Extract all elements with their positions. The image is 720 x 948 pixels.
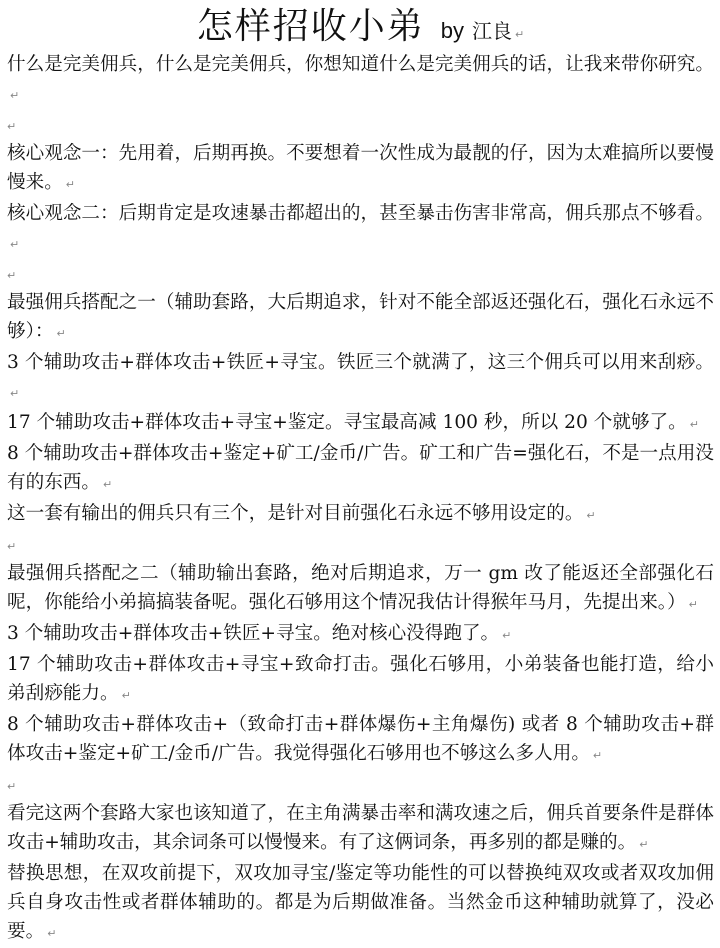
paragraph bbox=[7, 499, 714, 530]
paragraph-text: 最强佣兵搭配之一（辅助套路，大后期追求，针对不能全部返还强化石，强化石永远不够）： bbox=[7, 292, 714, 342]
paragraph-mark: ↵ bbox=[639, 838, 649, 851]
paragraph-text: 什么是完美佣兵，什么是完美佣兵，你想知道什么是完美佣兵的话，让我来带你研究。 bbox=[7, 54, 714, 75]
paragraph bbox=[7, 559, 714, 619]
paragraph-text: 3 个辅助攻击+群体攻击+铁匠+寻宝。铁匠三个就满了，这三个佣兵可以用来刮痧。 bbox=[7, 352, 714, 373]
document-title: 怎样招收小弟 bbox=[196, 6, 425, 47]
paragraph-mark: ↵ bbox=[7, 780, 17, 793]
paragraph bbox=[7, 859, 714, 948]
paragraph-mark: ↵ bbox=[592, 749, 603, 762]
paragraph-mark: ↵ bbox=[502, 629, 512, 642]
paragraph-text: 看完这两个套路大家也该知道了，在主角满暴击率和满攻速之后，佣兵首要条件是群体攻击+辅助攻击，其余词条可以慢慢来。有了这俩词条，再多别的都是赚的。 bbox=[7, 803, 714, 853]
blank-paragraph bbox=[7, 530, 714, 559]
paragraph-mark: ↵ bbox=[121, 689, 131, 702]
paragraph-mark: ↵ bbox=[689, 418, 699, 431]
paragraph bbox=[7, 408, 714, 439]
document-author: 江良 bbox=[472, 19, 513, 43]
paragraph-mark: ↵ bbox=[56, 327, 66, 340]
paragraph-mark: ↵ bbox=[515, 28, 525, 41]
paragraph bbox=[7, 288, 714, 348]
title-by-label: by bbox=[440, 18, 465, 43]
paragraph-mark: ↵ bbox=[102, 478, 113, 491]
title-row bbox=[7, 4, 714, 50]
paragraph-mark: ↵ bbox=[10, 238, 20, 251]
paragraph bbox=[7, 199, 714, 259]
paragraph-text: 替换思想，在双攻前提下，双攻加寻宝/鉴定等功能性的可以替换纯双攻或者双攻加佣兵自身攻击性或者群体辅助的。都是为后期做准备。当然金币这种辅助就算了，没必要。 bbox=[7, 863, 714, 942]
paragraph-text: 3 个辅助攻击+群体攻击+铁匠+寻宝。绝对核心没得跑了。 bbox=[7, 623, 500, 644]
paragraph-mark: ↵ bbox=[7, 269, 17, 282]
paragraph bbox=[7, 50, 714, 110]
paragraph bbox=[7, 710, 714, 770]
paragraph-text: 核心观念一：先用着，后期再换。不要想着一次性成为最靓的仔，因为太难搞所以要慢慢来。 bbox=[7, 143, 714, 193]
paragraph-mark: ↵ bbox=[586, 509, 596, 522]
paragraph bbox=[7, 650, 714, 710]
paragraph-text: 8 个辅助攻击+群体攻击+（致命打击+群体爆伤+主角爆伤) 或者 8 个辅助攻击+群体攻击+鉴定+矿工/金币/广告。我觉得强化石够用也不够这么多人用。 bbox=[7, 714, 714, 764]
paragraph-mark: ↵ bbox=[7, 120, 17, 133]
paragraph-text: 这一套有输出的佣兵只有三个，是针对目前强化石永远不够用设定的。 bbox=[7, 503, 584, 524]
paragraph-mark: ↵ bbox=[688, 598, 698, 611]
paragraph-mark: ↵ bbox=[10, 387, 20, 400]
paragraph-mark: ↵ bbox=[47, 927, 57, 940]
blank-paragraph bbox=[7, 259, 714, 288]
paragraph-text: 8 个辅助攻击+群体攻击+鉴定+矿工/金币/广告。矿工和广告=强化石，不是一点用没有的东西。 bbox=[7, 443, 714, 493]
blank-paragraph bbox=[7, 110, 714, 139]
paragraph-mark: ↵ bbox=[10, 89, 20, 102]
paragraph bbox=[7, 439, 714, 499]
paragraph bbox=[7, 348, 714, 408]
paragraph bbox=[7, 619, 714, 650]
paragraph-mark: ↵ bbox=[65, 178, 76, 191]
paragraph-text: 17 个辅助攻击+群体攻击+寻宝+致命打击。强化石够用，小弟装备也能打造，给小弟刮痧能力。 bbox=[7, 654, 714, 704]
blank-paragraph bbox=[7, 770, 714, 799]
paragraph bbox=[7, 139, 714, 199]
paragraph-text: 最强佣兵搭配之二（辅助输出套路，绝对后期追求，万一 gm 改了能返还全部强化石呢，你能给小弟搞搞装备呢。强化石够用这个情况我估计得猴年马月，先提出来。） bbox=[7, 563, 714, 613]
paragraph-text: 核心观念二：后期肯定是攻速暴击都超出的，甚至暴击伤害非常高，佣兵那点不够看。 bbox=[7, 203, 714, 224]
paragraph bbox=[7, 799, 714, 859]
paragraph-text: 17 个辅助攻击+群体攻击+寻宝+鉴定。寻宝最高减 100 秒，所以 20 个就够了。 bbox=[7, 412, 687, 433]
paragraph-mark: ↵ bbox=[7, 540, 17, 553]
